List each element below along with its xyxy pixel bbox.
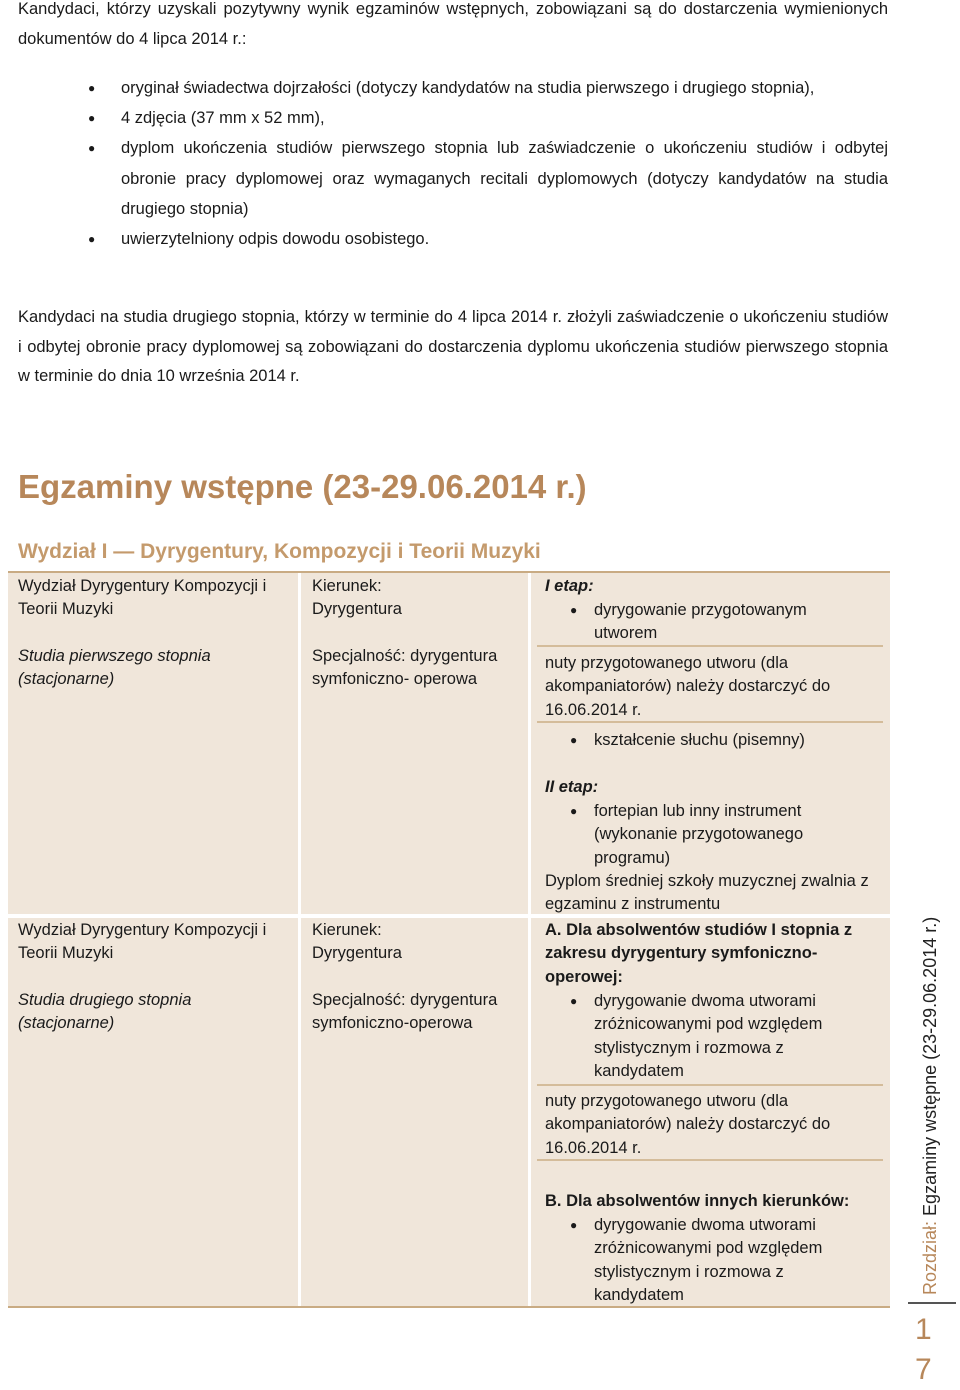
table-bottom-rule: [8, 1306, 890, 1308]
bullet-icon: ●: [570, 994, 578, 1008]
stage1-list: [570, 599, 860, 646]
row1-faculty: Wydział Dyrygentury Kompozycji i Teorii Muzyki: [18, 577, 267, 619]
group-a-label: A. Dla absolwentów studiów I stopnia z zakresu dyrygentury symfoniczno-operowej:: [545, 921, 853, 986]
list-item: ● fortepian lub inny instrument (wykonanie przygotowanego programu): [570, 802, 804, 867]
bullet-icon: ●: [570, 603, 578, 617]
note-paragraph: Kandydaci na studia drugiego stopnia, którzy w terminie do 4 lipca 2014 r. złożyli zaświadczenie o ukończeniu studiów i odbytej obronie pracy dyplomowej są zobowiązani do dostarczenia dyplomu ukończenia studiów pierwszego stopnia w terminie do dnia 10 września 2014 r.: [18, 308, 888, 385]
bullet-icon: ●: [88, 81, 96, 95]
chapter-title: Rozdział: Egzaminy wstępne (23-29.06.2014 r.): [920, 916, 940, 1295]
group-b-list: [570, 1214, 860, 1307]
group-a-note: nuty przygotowanego utworu (dla akompaniatorów) należy dostarczyć do 16.06.2014 r.: [545, 1092, 831, 1157]
row2-faculty: Wydział Dyrygentury Kompozycji i Teorii Muzyki: [18, 921, 267, 963]
row-separator: [8, 914, 890, 918]
bullet-icon: ●: [88, 232, 96, 247]
row1-specialty: Specjalność: dyrygentura symfoniczno- operowa: [312, 647, 498, 689]
intro-paragraph: Kandydaci, którzy uzyskali pozytywny wynik egzaminów wstępnych, zobowiązani są do dostarczenia wymienionych dokumentów do 4 lipca 2014 r.:: [18, 0, 888, 48]
documents-list: [88, 73, 888, 254]
stage2-note: Dyplom średniej szkoły muzycznej zwalnia z egzaminu z instrumentu: [545, 872, 869, 914]
stage1-note: nuty przygotowanego utworu (dla akompaniatorów) należy dostarczyć do 16.06.2014 r.: [545, 654, 831, 719]
stage2-list: [570, 800, 820, 870]
list-item: ● dyrygowanie dwoma utworami zróżnicowanymi pod względem stylistycznym i rozmowa z kandydatem: [570, 992, 823, 1080]
bullet-icon: ●: [570, 733, 578, 747]
row1-direction: Kierunek: Dyrygentura: [312, 577, 402, 619]
sidebar-rule: [908, 1302, 956, 1304]
group-a-list: [570, 990, 860, 1083]
divider: [537, 721, 883, 723]
group-b-label: B. Dla absolwentów innych kierunków:: [545, 1192, 850, 1210]
stage2-label: II etap:: [545, 778, 599, 796]
list-item: ● oryginał świadectwa dojrzałości (dotyczy kandydatów na studia pierwszego i drugiego stopnia),: [88, 73, 888, 103]
bullet-icon: ●: [570, 1218, 578, 1232]
row2-direction: Kierunek: Dyrygentura: [312, 921, 402, 963]
list-item: ● kształcenie słuchu (pisemny): [570, 729, 860, 752]
row2-specialty: Specjalność: dyrygentura symfoniczno-operowa: [312, 991, 498, 1033]
bullet-icon: ●: [570, 804, 578, 818]
divider: [537, 1084, 883, 1086]
list-item: ● dyrygowanie przygotowanym utworem: [570, 601, 807, 643]
divider: [537, 1159, 883, 1161]
list-item: ● dyplom ukończenia studiów pierwszego stopnia lub zaświadczenie o ukończeniu studiów i odbytej obronie pracy dyplomowej oraz wymaganych recitali dyplomowych (dotyczy kandydatów na studia drugiego stopnia): [88, 133, 888, 224]
row2-studies: Studia drugiego stopnia (stacjonarne): [18, 991, 192, 1033]
list-item: ● dyrygowanie dwoma utworami zróżnicowanymi pod względem stylistycznym i rozmowa z kandydatem: [570, 1216, 823, 1304]
page-number-digit: 1: [915, 1313, 932, 1346]
stage1-label: I etap:: [545, 577, 594, 595]
row1-studies: Studia pierwszego stopnia (stacjonarne): [18, 647, 211, 689]
list-item: ● uwierzytelniony odpis dowodu osobistego.: [88, 224, 888, 254]
stage1-list-2: [570, 729, 860, 752]
faculty-subheading: Wydział I — Dyrygentury, Kompozycji i Teorii Muzyki: [18, 540, 541, 563]
section-heading: Egzaminy wstępne (23-29.06.2014 r.): [18, 468, 587, 505]
bullet-icon: ●: [88, 141, 96, 156]
list-item: ● 4 zdjęcia (37 mm x 52 mm),: [88, 103, 888, 133]
divider: [537, 645, 883, 647]
page-number-digit: 7: [915, 1353, 932, 1386]
bullet-icon: ●: [88, 111, 96, 126]
